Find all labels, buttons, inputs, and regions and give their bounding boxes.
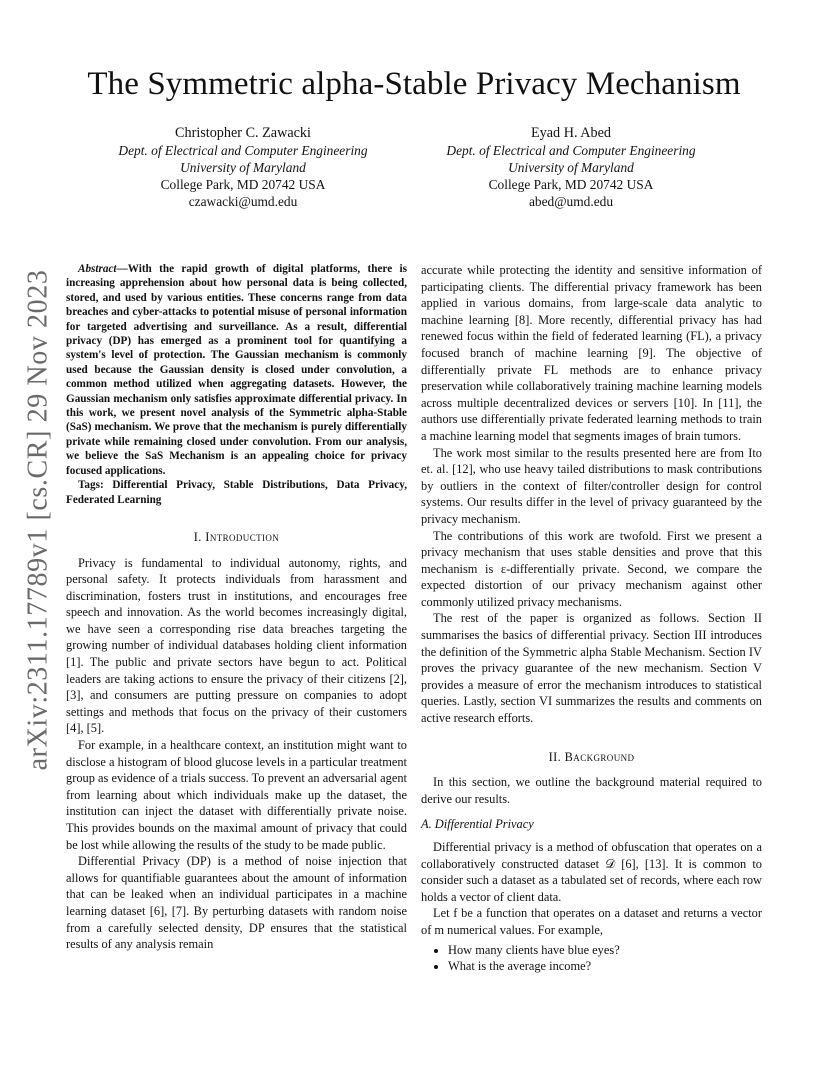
author-dept: Dept. of Electrical and Computer Engineering — [446, 143, 696, 158]
paragraph: In this section, we outline the background material required to derive our results. — [421, 775, 762, 806]
section-heading-introduction: I. Introduction — [193, 529, 280, 544]
author-block-2 — [421, 125, 721, 210]
paragraph: Let f be a function that operates on a dataset and returns a vector of m numerical values. For example, — [421, 906, 762, 937]
paragraph: Differential Privacy (DP) is a method of noise injection that allows for quantifiable guarantees about the amount of information that can be leaked when an individual participates in a machine learning dataset [6], [7]. By perturbing datasets with random noise from a carefully selected density, DP ensures that the statistical results of any analysis remain — [66, 854, 407, 952]
list-item: • How many clients have blue eyes? — [448, 942, 762, 959]
author-name: Christopher C. Zawacki — [175, 125, 311, 141]
paragraph: The rest of the paper is organized as follows. Section II summarises the basics of differential privacy. Section III introduces the definition of the Symmetric alpha Stable Mechanism. Section IV proves the privacy guarantee of the new mechanism. Section V provides a measure of error the mechanism introduces to statistical queries. Lastly, section VI summarizes the results and comments on active research efforts. — [421, 611, 762, 726]
paragraph: For example, in a healthcare context, an institution might want to disclose a histogram of blood glucose levels in a particular treatment group as evidence of a trials success. To prevent an adversarial agent from learning about which individuals make up the dataset, the institution can inject the dataset with differentially private noise. This provides bounds on the maximal amount of privacy that could be lost while allowing the results of the study to be made public. — [66, 738, 407, 852]
author-email: czawacki@umd.edu — [188, 194, 298, 209]
abstract-label: Abstract — [78, 263, 117, 275]
section-heading-background: II. Background — [548, 749, 635, 764]
bullet-list — [421, 942, 762, 975]
paragraph: The work most similar to the results presented here are from Ito et. al. [12], who use heavy tailed distributions to mask contributions by outliers in the context of filter/controller design for control systems. Our results differ in the level of privacy guaranteed by the privacy mechanism. — [421, 445, 762, 526]
paragraph: The contributions of this work are twofold. First we present a privacy mechanism that uses stable densities and prove that this mechanism is ε-differentially private. Second, we compare the expected distortion of our privacy mechanism against other commonly utilized privacy mechanisms. — [421, 528, 762, 609]
tags: Tags: Differential Privacy, Stable Distributions, Data Privacy, Federated Learning — [66, 479, 407, 506]
abstract-text: —With the rapid growth of digital platforms, there is increasing apprehension about how personal data is being collected, stored, and used by various entities. These concerns range from data breaches and cyber-attacks to potential misuse of personal information for targeted advertising and surveillance. As a result, differential privacy (DP) has emerged as a prominent tool for quantifying a system's level of protection. The Gaussian mechanism is commonly used because the Gaussian density is closed under convolution, a common method utilized when aggregating datasets. However, the Gaussian mechanism only satisfies approximate differential privacy. In this work, we present novel analysis of the Symmetric alpha-Stable (SaS) mechanism. We prove that the mechanism is purely differentially private while remaining closed under convolution. From our analysis, we believe the SaS Mechanism is an appealing choice for privacy focused applications. — [66, 263, 407, 477]
right-column — [421, 262, 762, 975]
paragraph: accurate while protecting the identity and sensitive information of participating clients. The differential privacy framework has been applied in various domains, from large-scale data analytic to machine learning [8]. More recently, differential privacy has had renewed focus within the field of federated learning (FL), a privacy focused branch of machine learning [9]. The objective of differentially private FL methods are to enhance privacy preservation while collaboratively training machine learning models across multiple decentralized devices or servers [10]. In [11], the authors use differentially private federated learning methods to train a machine learning model that segments images of brain tumors. — [421, 263, 762, 443]
author-city: College Park, MD 20742 USA — [160, 177, 326, 192]
left-column — [66, 262, 407, 953]
author-dept: Dept. of Electrical and Computer Engineering — [118, 143, 368, 158]
author-university: University of Maryland — [508, 160, 634, 175]
paragraph: Privacy is fundamental to individual autonomy, rights, and personal safety. It protects individuals from harassment and discrimination, fosters trust in institutions, and encourages free speech and innovation. As the world becomes increasingly digital, we have seen a corresponding rise data breaches targeting the growing number of individual databases holding client information [1]. The public and private sectors have begun to act. Political leaders are taking actions to ensure the privacy of their citizens [2], [3], and consumers are putting pressure on companies to adopt settings and methods that focus on the privacy of their customers [4], [5]. — [66, 555, 407, 736]
author-name: Eyad H. Abed — [531, 125, 611, 141]
author-block-1 — [93, 125, 393, 210]
paper-title: The Symmetric alpha-Stable Privacy Mechanism — [87, 66, 741, 102]
paragraph: Differential privacy is a method of obfuscation that operates on a collaboratively constructed dataset 𝒟 [6], [13]. It is common to consider such a dataset as a tabulated set of records, where each row holds a vector of client data. — [421, 840, 762, 904]
author-email: abed@umd.edu — [528, 194, 614, 209]
abstract — [66, 262, 407, 478]
author-university: University of Maryland — [180, 160, 306, 175]
list-item: • What is the average income? — [448, 958, 762, 975]
arxiv-stamp — [16, 269, 60, 771]
arxiv-id: arXiv:2311.17789v1 [cs.CR] 29 Nov 2023 — [22, 269, 53, 771]
author-city: College Park, MD 20742 USA — [488, 177, 654, 192]
subsection-heading-differential-privacy: A. Differential Privacy — [421, 817, 534, 832]
